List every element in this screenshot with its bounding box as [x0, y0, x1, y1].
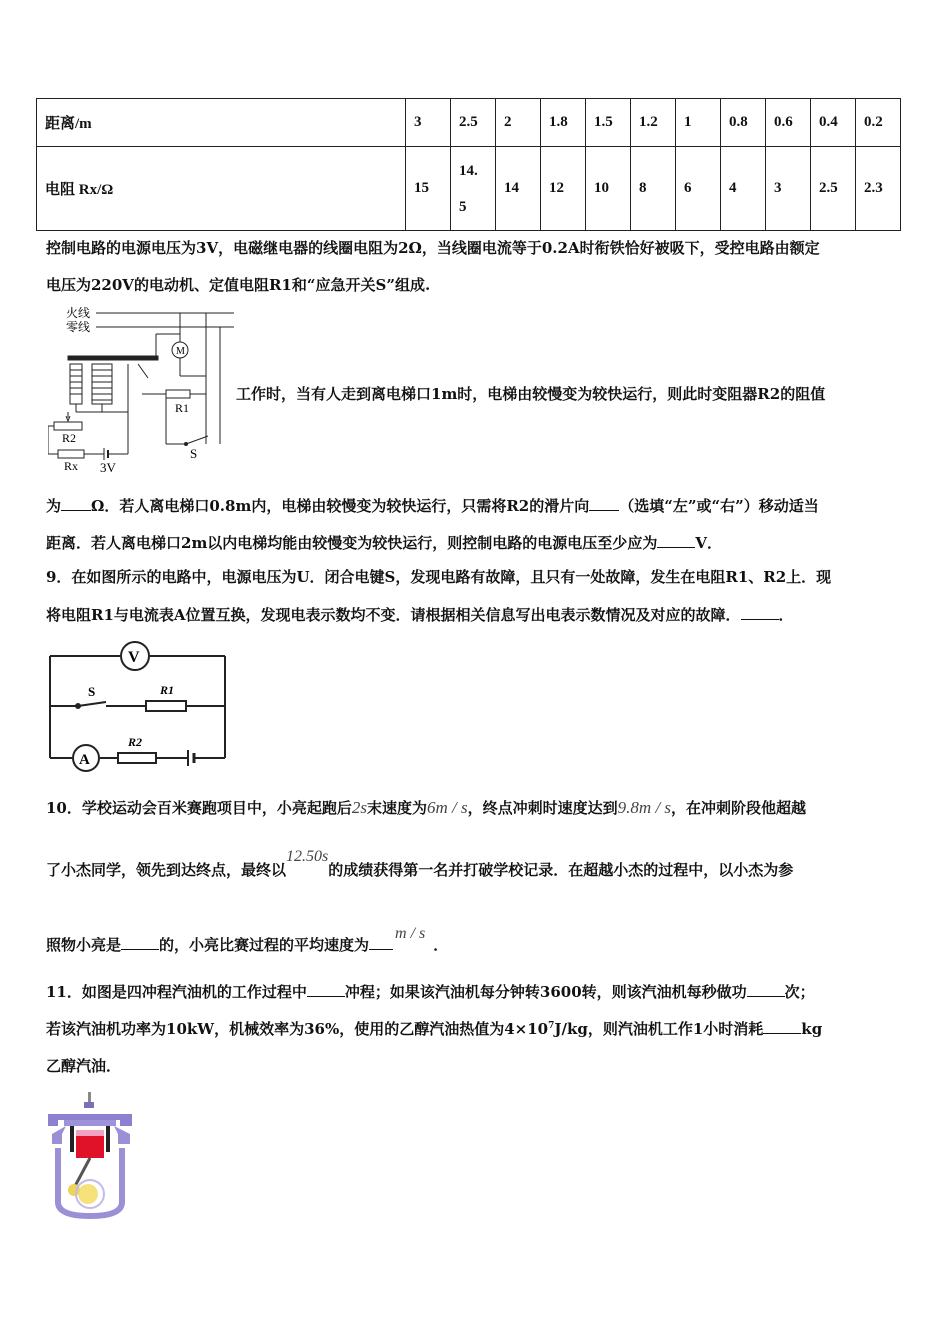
table-cell: 0.8	[721, 99, 766, 147]
q8-line3-a: 为	[46, 497, 62, 515]
q10-line1-d: ，在冲刺阶段他超越	[671, 799, 807, 817]
answer-blank	[763, 1019, 801, 1034]
fault-circuit-diagram	[48, 640, 230, 776]
q11-line3: 乙醇汽油．	[46, 1057, 122, 1075]
q10-line3-b: 的，小亮比赛过程的平均速度为	[159, 936, 370, 954]
q9-line1: 9．在如图所示的电路中，电源电压为U．闭合电键S，发现电路有故障，且只有一处故障，发生在电阻R1、R2上．现	[46, 568, 832, 586]
answer-blank	[121, 935, 159, 950]
table-cell: 2.5	[451, 99, 496, 147]
four-stroke-engine-figure	[44, 1090, 140, 1220]
q11-line2-b: J/kg，则汽油机工作1小时消耗	[554, 1020, 764, 1038]
q8-line3-c: （选填“左”或“右”）移动适当	[619, 497, 819, 515]
voltmeter-label: V	[128, 649, 140, 666]
q8-line3-b: Ω．若人离电梯口0.8m内，电梯由较慢变为较快运行，只需将R2的滑片向	[91, 497, 590, 515]
switch-label: S	[88, 684, 96, 699]
q8-line2: 电压为220V的电动机、定值电阻R1和“应急开关S”组成.	[46, 276, 431, 294]
table-cell: 4	[721, 147, 766, 231]
q11-line1-c: 次；	[784, 983, 815, 1001]
table-cell: 8	[631, 147, 676, 231]
table-cell: 14	[496, 147, 541, 231]
row-label-distance: 距离/m	[37, 99, 406, 147]
q10-line1-c: ，终点冲刺时速度达到	[467, 799, 618, 817]
answer-blank	[307, 982, 345, 997]
table-cell: 3	[766, 147, 811, 231]
q8-line1: 控制电路的电源电压为3V，电磁继电器的线圈电阻为2Ω，当线圈电流等于0.2A时衔铁恰好被吸下，受控电路由额定	[46, 239, 820, 257]
label-live-wire: 火线	[66, 306, 91, 320]
label-neutral-wire: 零线	[66, 320, 91, 334]
table-cell	[451, 147, 496, 231]
q10-line3	[46, 925, 449, 955]
math-6ms: 6m / s	[427, 798, 468, 817]
table-cell: 0.4	[811, 99, 856, 147]
math-1250s: 12.50s	[286, 848, 329, 865]
math-98ms: 9.8m / s	[617, 798, 672, 817]
table-cell: 6	[676, 147, 721, 231]
q10-line2-a: 了小杰同学，领先到达终点，最终以	[46, 861, 287, 879]
table-row	[37, 99, 901, 147]
q8-line4	[46, 532, 722, 553]
table-cell: 1.5	[586, 99, 631, 147]
answer-blank	[589, 496, 619, 511]
math-2s: 2s	[351, 798, 368, 817]
q8-line3	[46, 495, 819, 516]
table-cell: 2.3	[856, 147, 901, 231]
q11-line2	[46, 1018, 822, 1039]
q11-line2-c: kg	[801, 1020, 823, 1038]
q10-line1-b: 末速度为	[367, 799, 428, 817]
table-cell: 15	[406, 147, 451, 231]
q10-line2-b: 的成绩获得第一名并打破学校记录．在超越小杰的过程中，以小杰为参	[328, 861, 794, 879]
table-cell: 10	[586, 147, 631, 231]
table-cell: 0.6	[766, 99, 811, 147]
answer-blank	[657, 533, 695, 548]
table-cell: 2	[496, 99, 541, 147]
q10-line3-c: ．	[433, 936, 449, 954]
q11-line1-b: 冲程；如果该汽油机每分钟转3600转，则该汽油机每秒做功	[344, 983, 747, 1001]
q10-line1	[46, 797, 806, 818]
q10-line2	[46, 848, 794, 880]
answer-blank	[747, 982, 785, 997]
math-ms-unit: m / s	[395, 925, 426, 942]
table-row	[37, 147, 901, 231]
distance-resistance-table	[36, 98, 901, 231]
q8-line4-a: 距离．若人离电梯口2m以内电梯均能由较慢变为较快运行，则控制电路的电源电压至少应为	[46, 534, 658, 552]
r2-label: R2	[128, 735, 143, 749]
table-cell: 0.2	[856, 99, 901, 147]
label-3v: 3V	[100, 460, 116, 475]
table-cell: 1.2	[631, 99, 676, 147]
r1-label: R1	[160, 683, 175, 697]
q9-line2-a: 将电阻R1与电流表A位置互换，发现电表示数均不变．请根据相关信息写出电表示数情况及对应的故障．	[46, 606, 741, 624]
label-r1: R1	[175, 401, 190, 415]
ammeter-label: A	[79, 752, 90, 768]
table-cell-wrapped: 14.5	[459, 162, 478, 215]
label-rx: Rx	[64, 459, 79, 473]
label-r2: R2	[62, 431, 77, 445]
elevator-circuit-diagram	[48, 304, 238, 476]
q11-line1-a: 11．如图是四冲程汽油机的工作过程中	[46, 983, 307, 1001]
q9-line2-b: ．	[778, 606, 794, 624]
table-cell: 2.5	[811, 147, 856, 231]
q10-line3-a: 照物小亮是	[46, 936, 122, 954]
label-motor: M	[176, 346, 185, 357]
answer-blank	[61, 496, 91, 511]
table-cell: 1.8	[541, 99, 586, 147]
q8-line4-b: V．	[695, 534, 722, 552]
answer-blank	[741, 605, 779, 620]
q9-line2	[46, 604, 794, 625]
exponent: 7	[548, 1021, 555, 1031]
q11-line1	[46, 981, 815, 1002]
table-cell: 3	[406, 99, 451, 147]
table-cell: 1	[676, 99, 721, 147]
label-switch-s: S	[190, 446, 198, 461]
row-label-resistance: 电阻 Rx/Ω	[37, 147, 406, 231]
q11-line2-a: 若该汽油机功率为10kW，机械效率为36%，使用的乙醇汽油热值为4×10	[46, 1020, 549, 1038]
q8-side-text: 工作时，当有人走到离电梯口1m时，电梯由较慢变为较快运行，则此时变阻器R2的阻值	[236, 385, 826, 403]
answer-blank	[369, 935, 393, 950]
q10-line1-a: 10．学校运动会百米赛跑项目中，小亮起跑后	[46, 799, 352, 817]
table-cell: 12	[541, 147, 586, 231]
